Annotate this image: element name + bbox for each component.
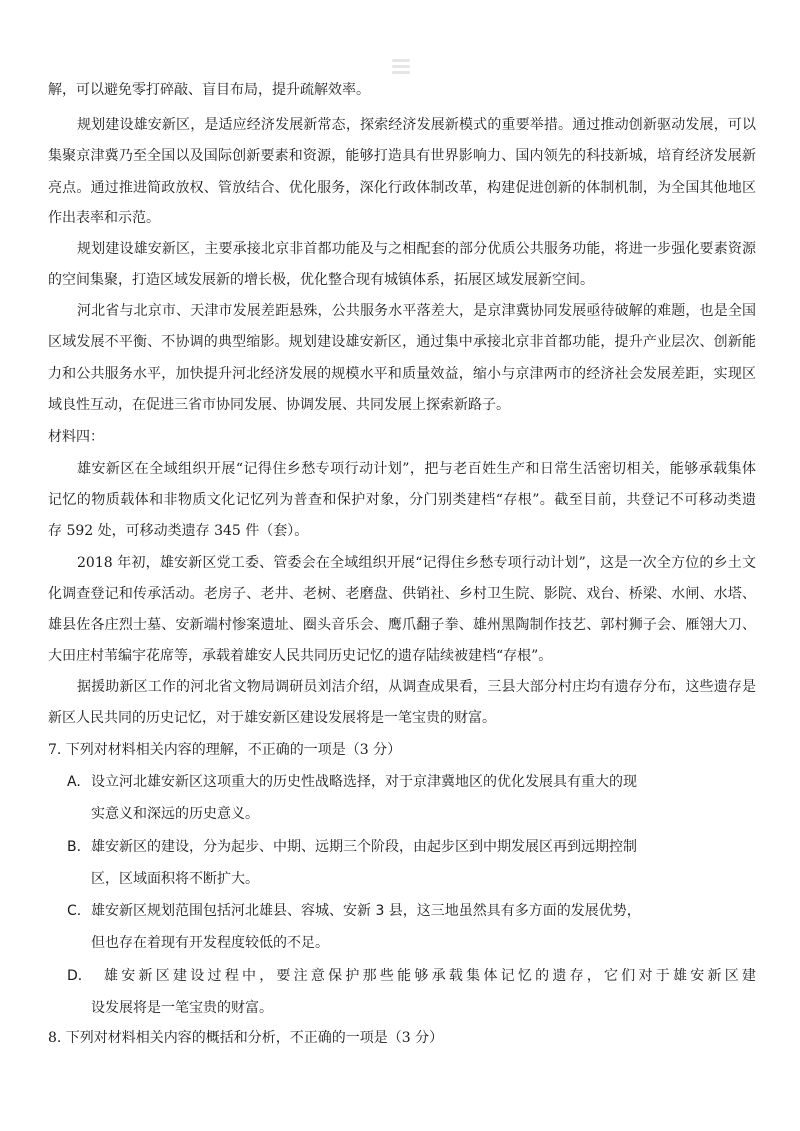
paragraph-line: 化调查登记和传承活动。老房子、老井、老树、老磨盘、供销社、乡村卫生院、影院、戏台、桥梁、水闸、水塔、 <box>48 586 756 602</box>
paragraph-line: 亮点。通过推进简政放权、管放结合、优化服务，深化行政体制改革，构建促进创新的体制机制，为全国其他地区 <box>48 180 756 196</box>
paragraph-line: 记忆的物质载体和非物质文化记忆列为普查和保护对象，分门别类建档“存根”。截至目前，共登记不可移动类遗 <box>48 492 756 508</box>
watermark-icon <box>392 56 410 82</box>
paragraph-line: 据援助新区工作的河北省文物局调研员刘洁介绍，从调查成果看，三县大部分村庄均有遗存分布，这些遗存是 <box>77 679 756 695</box>
option-b-text: 区，区域面积将不断扩大。 <box>91 871 259 887</box>
continuation-line: 解，可以避免零打碎敲、盲目布局，提升疏解效率。 <box>48 82 370 98</box>
paragraph-line: 作出表率和示范。 <box>48 210 160 226</box>
paragraph-line: 集聚京津冀乃至全国以及国际创新要素和资源，能够打造具有世界影响力、国内领先的科技新城，培育经济发展新 <box>48 148 756 164</box>
paragraph-line: 河北省与北京市、天津市发展差距悬殊，公共服务水平落差大，是京津冀协同发展亟待破解的难题，也是全国 <box>77 303 756 319</box>
paragraph-line: 雄县佐各庄烈士墓、安新端村惨案遗址、圈头音乐会、鹰爪翻子拳、雄州黑陶制作技艺、郭村狮子会、雁翎大刀、 <box>48 617 756 633</box>
option-b-label: B. <box>67 839 82 855</box>
option-a-text: 实意义和深远的历史意义。 <box>91 806 259 822</box>
section-heading: 材料四： <box>48 429 104 445</box>
question-8-stem: 8. 下列对材料相关内容的概括和分析，不正确的一项是（3 分） <box>48 1030 444 1046</box>
paragraph-line: 雄安新区在全域组织开展“记得住乡愁专项行动计划”，把与老百姓生产和日常生活密切相关，能够承载集体 <box>77 461 756 477</box>
option-c-text: 但也存在着现有开发程度较低的不足。 <box>91 935 329 951</box>
option-c-label: C. <box>67 903 82 919</box>
option-b-text: 雄安新区的建设，分为起步、中期、远期三个阶段，由起步区到中期发展区再到远期控制 <box>91 839 637 855</box>
paragraph-line: 的空间集聚，打造区域发展新的增长极，优化整合现有城镇体系，拓展区域发展新空间。 <box>48 272 594 288</box>
paragraph-line: 力和公共服务水平，加快提升河北经济发展的规模水平和质量效益，缩小与京津两市的经济社会发展差距，实现区 <box>48 366 756 382</box>
question-7-stem: 7. 下列对材料相关内容的理解，不正确的一项是（3 分） <box>48 742 402 758</box>
paragraph-line: 新区人民共同的历史记忆，对于雄安新区建设发展将是一笔宝贵的财富。 <box>48 710 496 726</box>
option-c-text: 雄安新区规划范围包括河北雄县、容城、安新 3 县，这三地虽然具有多方面的发展优势， <box>91 903 641 919</box>
paragraph-line: 大田庄村苇编宇花席等，承载着雄安人民共同历史记忆的遗存陆续被建档“存根”。 <box>48 648 553 664</box>
option-d-label: D． <box>67 968 92 984</box>
paragraph-line: 2018 年初，雄安新区党工委、管委会在全域组织开展“记得住乡愁专项行动计划”，这是一次全方位的乡土文 <box>77 555 756 571</box>
option-a-label: A. <box>67 774 81 790</box>
option-d-text: 设发展将是一笔宝贵的财富。 <box>91 1000 273 1016</box>
paragraph-line: 域良性互动，在促进三省市协同发展、协调发展、共同发展上探索新路子。 <box>48 397 510 413</box>
paragraph-line: 规划建设雄安新区，主要承接北京非首都功能及与之相配套的部分优质公共服务功能，将进一步强化要素资源 <box>77 241 756 257</box>
paragraph-line: 规划建设雄安新区，是适应经济发展新常态，探索经济发展新模式的重要举措。通过推动创新驱动发展，可以 <box>77 117 756 133</box>
option-a-text: 设立河北雄安新区这项重大的历史性战略选择，对于京津冀地区的优化发展具有重大的现 <box>91 774 637 790</box>
paragraph-line: 存 592 处，可移动类遗存 345 件（套）。 <box>48 523 309 539</box>
option-d-text: 雄安新区建设过程中，要注意保护那些能够承载集体记忆的遗存，它们对于雄安新区建 <box>104 968 756 984</box>
paragraph-line: 区域发展不平衡、不协调的典型缩影。规划建设雄安新区，通过集中承接北京非首都功能，提升产业层次、创新能 <box>48 334 756 350</box>
